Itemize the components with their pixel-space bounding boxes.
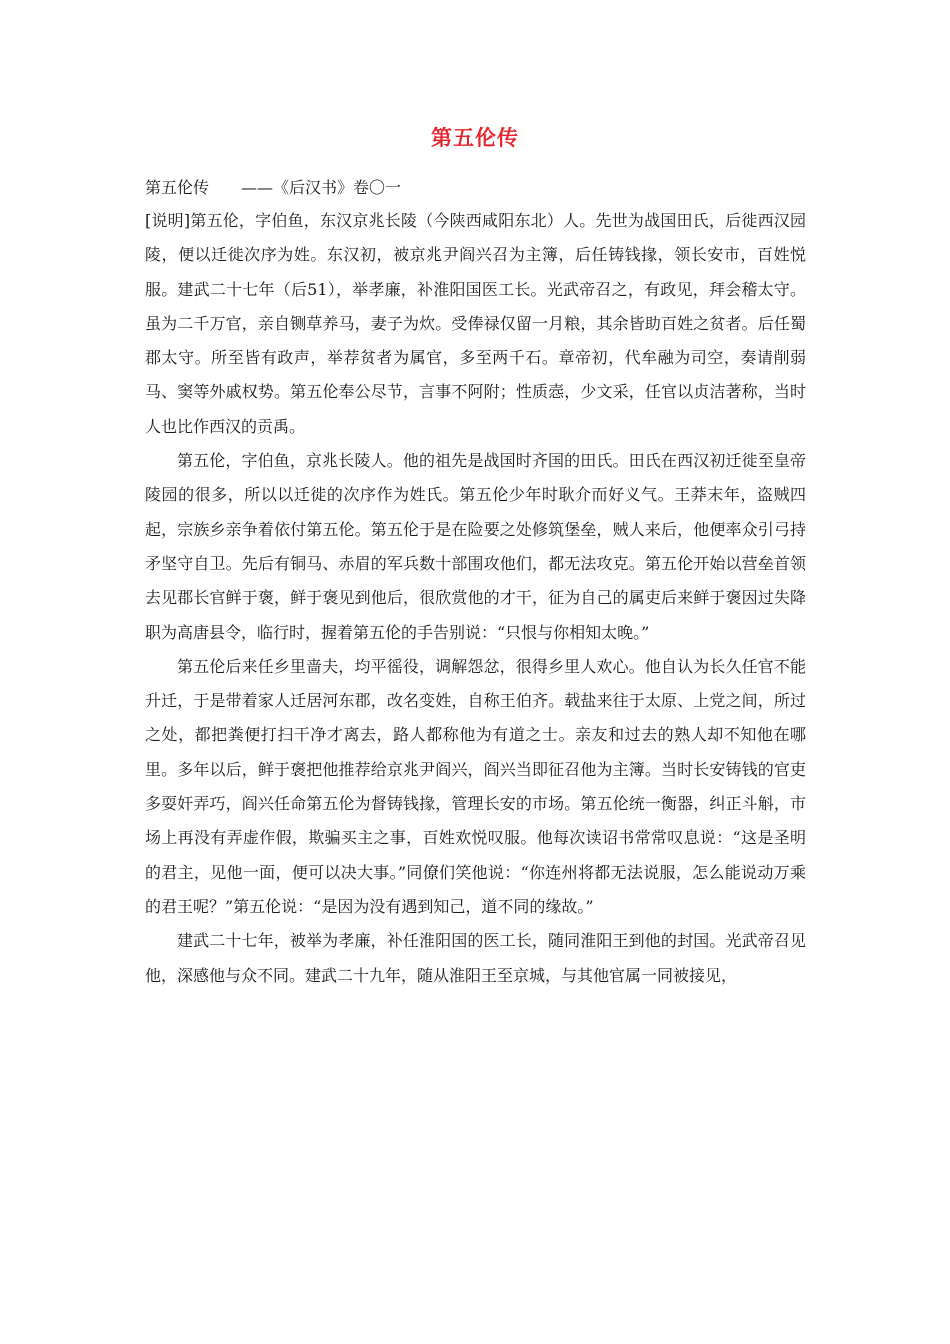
- body-paragraph: 建武二十七年，被举为孝廉，补任淮阳国的医工长，随同淮阳王到他的封国。光武帝召见他，深感他与众不同。建武二十九年，随从淮阳王至京城，与其他官属一同被接见，: [145, 931, 806, 985]
- body-paragraph: 第五伦后来任乡里啬夫，均平徭役，调解怨忿，很得乡里人欢心。他自认为长久任官不能升迁，于是带着家人迁居河东郡，改名变姓，自称王伯齐。载盐来往于太原、上党之间，所过之处，都把粪便打扫干净才离去，路人都称他为有道之士。亲友和过去的熟人却不知他在哪里。多年以后，鲜于褒把他推荐给京兆尹阎兴，阎兴当即征召他为主簿。当时长安铸钱的官吏多耍奸弄巧，阎兴任命第五伦为督铸钱掾，管理长安的市场。第五伦统一衡器，纠正斗斛，市场上再没有弄虚作假，欺骗买主之事，百姓欢悦叹服。他每次读诏书常常叹息说：“这是圣明的君主，见他一面，便可以决大事。”同僚们笑他说：“你连州将都无法说服，怎么能说动万乘的君王呢？”第五伦说：“是因为没有遇到知己，道不同的缘故。”: [145, 656, 806, 916]
- body-paragraph: 第五伦，字伯鱼，京兆长陵人。他的祖先是战国时齐国的田氏。田氏在西汉初迁徙至皇帝陵园的很多，所以以迁徙的次序作为姓氏。第五伦少年时耿介而好义气。王莽末年，盗贼四起，宗族乡亲争着依付第五伦。第五伦于是在险要之处修筑堡垒，贼人来后，他便率众引弓持矛坚守自卫。先后有铜马、赤眉的军兵数十部围攻他们，都无法攻克。第五伦开始以营垒首领去见郡长官鲜于褒，鲜于褒见到他后，很欣赏他的才干，征为自己的属吏后来鲜于褒因过失降职为高唐县令，临行时，握着第五伦的手告别说：“只恨与你相知太晚。”: [145, 451, 806, 642]
- document-body: [145, 204, 806, 993]
- document-subtitle: 第五伦传 ——《后汉书》卷〇一: [145, 178, 402, 197]
- page-title: 第五伦传: [431, 126, 519, 150]
- intro-paragraph: [说明]第五伦，字伯鱼，东汉京兆长陵（今陕西咸阳东北）人。先世为战国田氏，后徙西汉园陵，便以迁徙次序为姓。东汉初，被京兆尹阎兴召为主簿，后任铸钱掾，领长安市，百姓悦服。建武二十七年（后51），举孝廉，补淮阳国医工长。光武帝召之，有政见，拜会稽太守。虽为二千万官，亲自铡草养马，妻子为炊。受俸禄仅留一月粮，其余皆助百姓之贫者。后任蜀郡太守。所至皆有政声，举荐贫者为属官，多至两千石。章帝初，代牟融为司空，奏请削弱马、窦等外戚权势。第五伦奉公尽节，言事不阿附；性质悫，少文采，任官以贞洁著称，当时人也比作西汉的贡禹。: [145, 211, 806, 436]
